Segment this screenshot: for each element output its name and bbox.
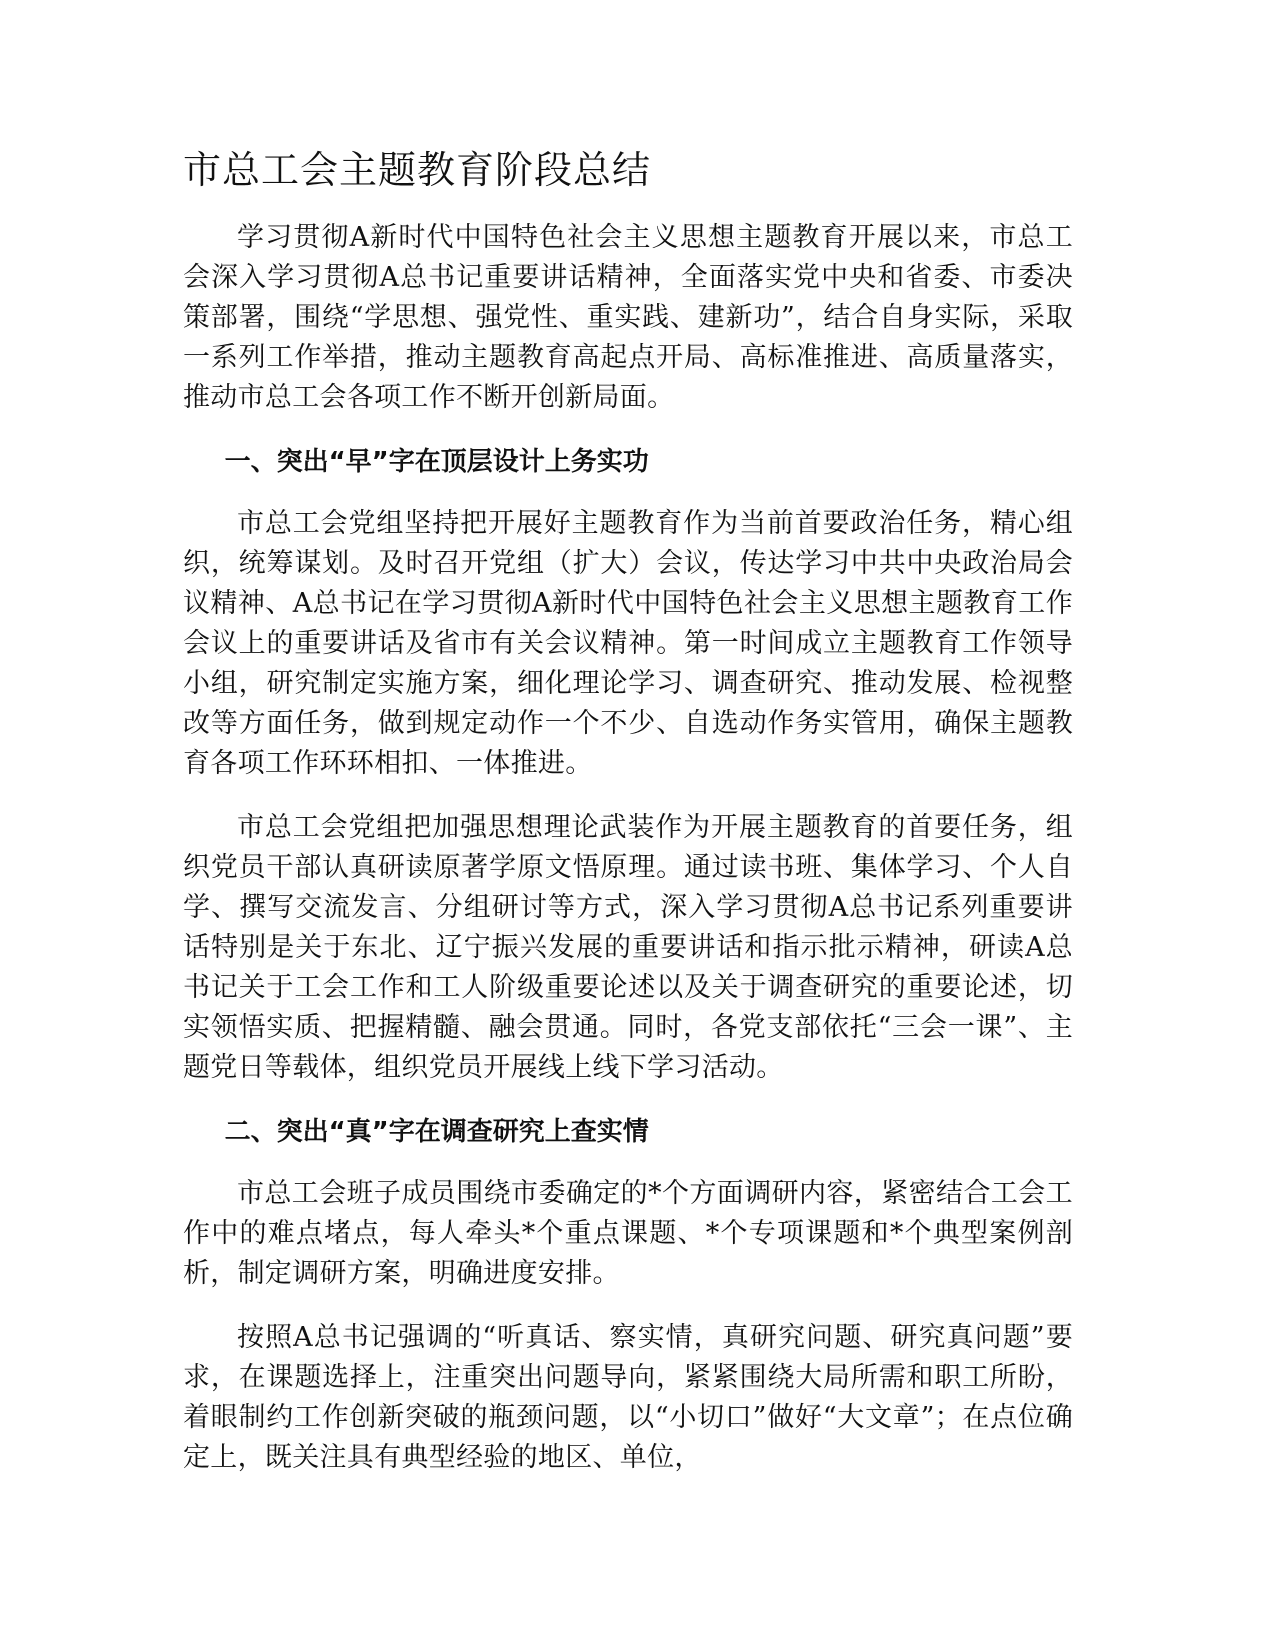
section-heading: 二、突出“真”字在调查研究上查实情 (224, 1117, 649, 1147)
section-paragraph: 按照A总书记强调的“听真话、察实情，真研究问题、研究真问题”要求，在课题选择上，注重突出问题导向，紧紧围绕大局所需和职工所盼，着眼制约工作创新突破的瓶颈问题，以“小切口”做好“大文章”；在点位确定上，既关注具有典型经验的地区、单位， (183, 1322, 1073, 1473)
intro-paragraph: 学习贯彻A新时代中国特色社会主义思想主题教育开展以来，市总工会深入学习贯彻A总书记重要讲话精神，全面落实党中央和省委、市委决策部署，围绕“学思想、强党性、重实践、建新功”，结合自身实际，采取一系列工作举措，推动主题教育高起点开局、高标准推进、高质量落实，推动市总工会各项工作不断开创新局面。 (183, 222, 1073, 413)
section-paragraph: 市总工会党组把加强思想理论武装作为开展主题教育的首要任务，组织党员干部认真研读原著学原文悟原理。通过读书班、集体学习、个人自学、撰写交流发言、分组研讨等方式，深入学习贯彻A总书记系列重要讲话特别是关于东北、辽宁振兴发展的重要讲话和指示批示精神，研读A总书记关于工会工作和工人阶级重要论述以及关于调查研究的重要论述，切实领悟实质、把握精髓、融会贯通。同时，各党支部依托“三会一课”、主题党日等载体，组织党员开展线上线下学习活动。 (183, 812, 1073, 1083)
document-body (183, 142, 1073, 1502)
section-paragraph: 市总工会党组坚持把开展好主题教育作为当前首要政治任务，精心组织，统筹谋划。及时召开党组（扩大）会议，传达学习中共中央政治局会议精神、A总书记在学习贯彻A新时代中国特色社会主义思想主题教育工作会议上的重要讲话及省市有关会议精神。第一时间成立主题教育工作领导小组，研究制定实施方案，细化理论学习、调查研究、推动发展、检视整改等方面任务，做到规定动作一个不少、自选动作务实管用，确保主题教育各项工作环环相扣、一体推进。 (183, 508, 1073, 779)
section-heading: 一、突出“早”字在顶层设计上务实功 (224, 447, 649, 477)
section-paragraph: 市总工会班子成员围绕市委确定的*个方面调研内容，紧密结合工会工作中的难点堵点，每人牵头*个重点课题、*个专项课题和*个典型案例剖析，制定调研方案，明确进度安排。 (183, 1178, 1073, 1289)
document-title: 市总工会主题教育阶段总结 (183, 148, 652, 192)
